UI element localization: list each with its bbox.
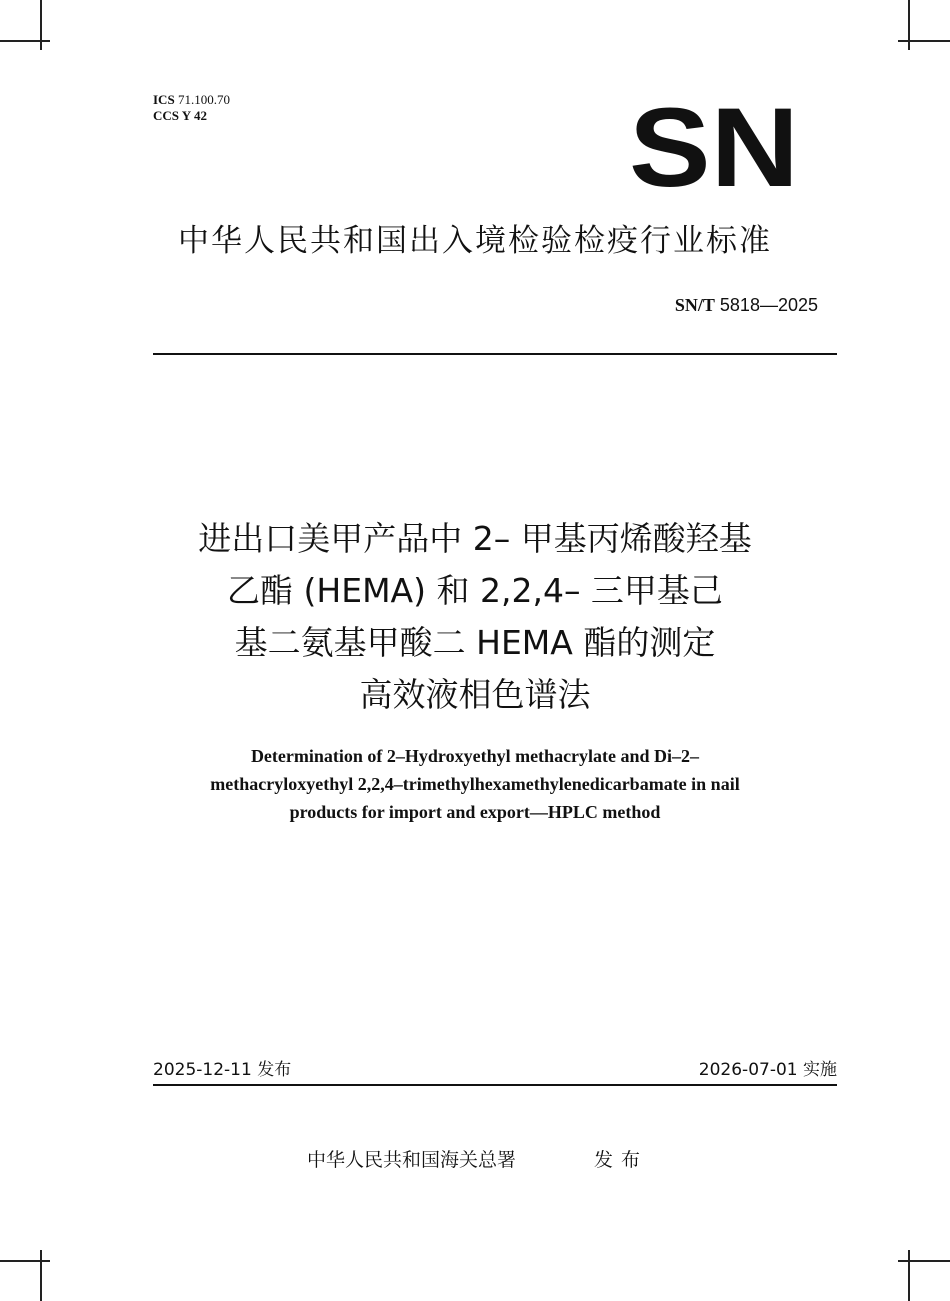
issue-verb: 发布	[594, 1149, 649, 1171]
sn-logo-text: SN	[629, 100, 799, 190]
title-cn-line-1: 进出口美甲产品中 2– 甲基丙烯酸羟基	[198, 519, 752, 558]
title-cn-line-2: 乙酯 (HEMA) 和 2,2,4– 三甲基己	[227, 571, 723, 610]
standard-number-value: 5818—2025	[719, 295, 818, 315]
title-chinese	[0, 513, 950, 721]
title-english	[150, 742, 800, 826]
issue-date: 2025-12-11 发布	[153, 1060, 292, 1080]
sn-logo	[628, 100, 800, 190]
ccs-code	[153, 108, 230, 124]
title-cn-line-4: 高效液相色谱法	[359, 675, 591, 714]
standard-number	[675, 295, 818, 316]
top-divider	[153, 353, 837, 355]
classification-codes	[153, 92, 230, 124]
ics-value: 71.100.70	[177, 92, 230, 107]
title-en-line-1: Determination of 2–Hydroxyethyl methacrylate and Di–2–	[250, 746, 700, 766]
ics-code	[153, 92, 230, 108]
title-en-line-3: products for import and export—HPLC method	[289, 802, 661, 822]
title-en-line-2: methacryloxyethyl 2,2,4–trimethylhexamethylenedicarbamate in nail	[210, 774, 740, 794]
ics-label: ICS	[153, 92, 175, 107]
implementation-date: 2026-07-01 实施	[698, 1060, 837, 1080]
ccs-value: Y 42	[181, 108, 207, 123]
issuing-authority: 中华人民共和国海关总署	[307, 1149, 517, 1171]
bottom-divider	[153, 1084, 837, 1086]
ccs-label: CCS	[153, 108, 180, 123]
title-cn-line-3: 基二氨基甲酸二 HEMA 酯的测定	[234, 623, 716, 662]
agency-title: 中华人民共和国出入境检验检疫行业标准	[178, 223, 772, 259]
standard-prefix: SN/T	[674, 295, 715, 315]
